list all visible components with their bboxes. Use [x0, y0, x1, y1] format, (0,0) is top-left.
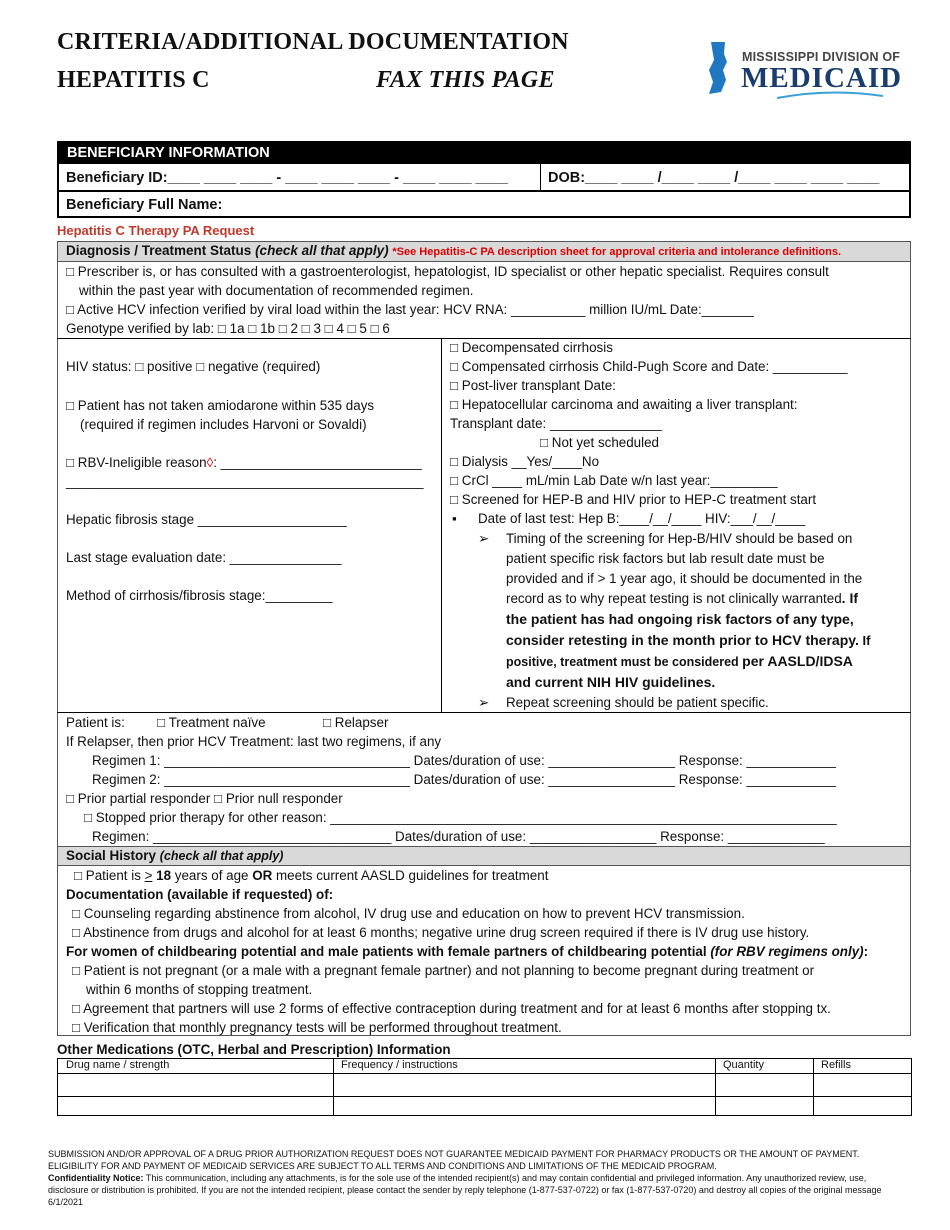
screening-note-7a: positive, treatment must be considered — [506, 655, 743, 669]
patient-is-label: Patient is: — [66, 715, 125, 730]
social-history-bar — [57, 846, 911, 866]
counseling-checkbox[interactable]: □ Counseling regarding abstinence from alcohol, IV drug use and education on how to prevent HCV transmission. — [72, 906, 745, 921]
screening-note-8: and current NIH HIV guidelines. — [506, 674, 716, 690]
hiv-status-options[interactable]: HIV status: □ positive □ negative (required) — [66, 359, 321, 374]
age-checkbox[interactable] — [74, 866, 548, 885]
quantity-cell-2[interactable] — [716, 1097, 813, 1115]
arrow-bullet-icon: ➢ — [478, 695, 490, 710]
post-transplant-checkbox[interactable]: □ Post-liver transplant Date: — [450, 378, 616, 393]
not-scheduled-checkbox[interactable]: □ Not yet scheduled — [540, 435, 659, 450]
screening-note-6a: consider retesting in the month prior to HCV therapy. — [506, 632, 859, 648]
medications-heading: Other Medications (OTC, Herbal and Prescription) Information — [57, 1042, 451, 1057]
form-title: CRITERIA/ADDITIONAL DOCUMENTATION — [57, 29, 569, 55]
rbv-label: □ RBV-Ineligible reason — [66, 455, 207, 470]
footer-confidentiality-1 — [48, 1173, 866, 1184]
compensated-checkbox[interactable]: □ Compensated cirrhosis Child-Pugh Score and Date: __________ — [450, 359, 848, 374]
beneficiary-id-field[interactable]: Beneficiary ID:____ ____ ____ - ____ ____ ____ - ____ ____ ____ — [66, 170, 508, 186]
beneficiary-name-field[interactable]: Beneficiary Full Name: — [66, 197, 223, 213]
hcc-checkbox[interactable]: □ Hepatocellular carcinoma and awaiting a liver transplant: — [450, 397, 798, 412]
screening-note-3: provided and if > 1 year ago, it should be documented in the — [506, 571, 863, 586]
amiodarone-checkbox[interactable]: □ Patient has not taken amiodarone within 535 days — [66, 398, 375, 413]
childbearing-text: For women of childbearing potential and male patients with female partners of childbearing potential — [66, 944, 711, 959]
frequency-cell-1[interactable] — [334, 1074, 715, 1096]
screening-note-7 — [506, 651, 853, 673]
logo-text-medicaid: MEDICAID — [741, 62, 903, 94]
confidentiality-label: Confidentiality Notice: — [48, 1173, 144, 1183]
documentation-heading: Documentation (available if requested) of: — [66, 887, 334, 902]
genotype-options[interactable]: Genotype verified by lab: □ 1a □ 1b □ 2 □ 3 □ 4 □ 5 □ 6 — [66, 321, 390, 336]
footer-disclaimer-1: SUBMISSION AND/OR APPROVAL OF A DRUG PRIOR AUTHORIZATION REQUEST DOES NOT GUARANTEE MEDICAID PAYMENT FOR PHARMACY PRODUCTS OR THE AMOUNT OF PAYMENT. — [48, 1149, 860, 1159]
bullet-icon: ▪ — [452, 511, 457, 526]
screening-note-6b: If — [858, 633, 871, 648]
crcl-checkbox[interactable]: □ CrCl ____ mL/min Lab Date w/n last year:_________ — [450, 473, 778, 488]
screening-note-4 — [506, 589, 858, 608]
age-text-b: > — [144, 868, 153, 883]
specialist-checkbox[interactable]: □ Prescriber is, or has consulted with a gastroenterologist, hepatologist, ID specialist or other hepatic specialist. Requires consult — [66, 264, 829, 279]
contraception-checkbox[interactable]: □ Agreement that partners will use 2 forms of effective contraception during treatment and for at least 6 months after stopping tx. — [72, 1001, 831, 1016]
age-text-c: 18 — [152, 868, 172, 883]
screening-note-6 — [506, 630, 870, 651]
age-text-a: □ Patient is — [74, 868, 145, 883]
specialist-text-cont: within the past year with documentation of recommended regimen. — [79, 283, 474, 298]
childbearing-italic: (for RBV regimens only) — [710, 944, 864, 959]
decompensated-checkbox[interactable]: □ Decompensated cirrhosis — [450, 340, 613, 355]
relapser-instructions: If Relapser, then prior HCV Treatment: last two regimens, if any — [66, 734, 442, 749]
relapser-checkbox[interactable]: □ Relapser — [323, 715, 389, 730]
screened-checkbox[interactable]: □ Screened for HEP-B and HIV prior to HEP-C treatment start — [450, 492, 817, 507]
confidentiality-text: This communication, including any attachments, is for the sole use of the intended recipient(s) and may contain confidential and privileged information. Any unauthorized review, use, — [143, 1173, 867, 1183]
drug-name-cell-1[interactable] — [58, 1074, 333, 1096]
logo-swoosh — [775, 90, 885, 100]
quantity-cell-1[interactable] — [716, 1074, 813, 1096]
rbv-mark: ◊ — [206, 455, 214, 470]
dob-field[interactable]: DOB:____ ____ /____ ____ /____ ____ ____ ____ — [548, 170, 880, 186]
screening-note-4b: . If — [841, 590, 859, 606]
prior-responder-checkboxes[interactable]: □ Prior partial responder □ Prior null responder — [66, 791, 343, 806]
childbearing-heading — [66, 942, 868, 961]
rbv-ineligible-checkbox[interactable] — [66, 453, 422, 472]
childbearing-colon: : — [863, 944, 869, 959]
refills-cell-2[interactable] — [814, 1097, 911, 1115]
method-field[interactable]: Method of cirrhosis/fibrosis stage:_________ — [66, 588, 333, 603]
col-frequency: Frequency / instructions — [341, 1059, 458, 1071]
stopped-therapy-checkbox[interactable]: □ Stopped prior therapy for other reason: ____________________________________________________________________ — [84, 810, 837, 825]
regimen-fields[interactable]: Regimen: ________________________________ Dates/duration of use: _________________ Response: _____________ — [92, 829, 825, 844]
abstinence-checkbox[interactable]: □ Abstinence from drugs and alcohol for at least 6 months; negative urine drug screen required if there is IV drug use history. — [72, 925, 810, 940]
refills-cell-1[interactable] — [814, 1074, 911, 1096]
footer-date: 6/1/2021 — [48, 1197, 84, 1207]
beneficiary-heading: BENEFICIARY INFORMATION — [59, 143, 909, 164]
form-subtitle: HEPATITIS C — [57, 67, 210, 93]
transplant-date-field[interactable]: Transplant date: _______________ — [450, 416, 662, 431]
diagnosis-heading: Diagnosis / Treatment Status — [66, 243, 252, 258]
last-eval-date-field[interactable]: Last stage evaluation date: _______________ — [66, 550, 342, 565]
regimen-2-fields[interactable]: Regimen 2: _________________________________ Dates/duration of use: _________________ Response: ____________ — [92, 772, 836, 787]
logo-text-small: MISSISSIPPI DIVISION OF — [742, 50, 901, 64]
arrow-bullet-icon: ➢ — [478, 531, 490, 546]
diagnosis-heading-note: (check all that apply) — [255, 243, 389, 258]
screening-note-1: Timing of the screening for Hep-B/HIV should be based on — [506, 531, 853, 546]
col-quantity: Quantity — [723, 1059, 764, 1071]
frequency-cell-2[interactable] — [334, 1097, 715, 1115]
pregnancy-test-checkbox[interactable]: □ Verification that monthly pregnancy tests will be performed throughout treatment. — [72, 1020, 562, 1035]
divider — [540, 164, 541, 191]
diagnosis-red-note: *See Hepatitis-C PA description sheet for approval criteria and intolerance definitions. — [392, 246, 842, 258]
age-text-d: years of age — [171, 868, 253, 883]
divider — [57, 190, 911, 192]
drug-name-cell-2[interactable] — [58, 1097, 333, 1115]
rbv-blank: : ___________________________ — [213, 455, 422, 470]
fax-instruction: FAX THIS PAGE — [376, 67, 555, 93]
age-text-e: OR — [252, 868, 273, 883]
fibrosis-stage-field[interactable]: Hepatic fibrosis stage ____________________ — [66, 512, 347, 527]
screening-note-5: the patient has had ongoing risk factors of any type, — [506, 611, 854, 627]
not-pregnant-checkbox[interactable]: □ Patient is not pregnant (or a male with a pregnant female partner) and not planning to become pregnant during treatment or — [72, 963, 815, 978]
screening-note-9: Repeat screening should be patient specific. — [506, 695, 769, 710]
regimen-1-fields[interactable]: Regimen 1: _________________________________ Dates/duration of use: _________________ Response: ____________ — [92, 753, 836, 768]
diagnosis-heading-bar — [57, 241, 911, 262]
mississippi-state-icon — [705, 40, 731, 96]
dialysis-checkbox[interactable]: □ Dialysis __Yes/____No — [450, 454, 600, 469]
treatment-naive-checkbox[interactable]: □ Treatment naïve — [157, 715, 266, 730]
footer-disclaimer-2: ELIGIBILITY FOR AND PAYMENT OF MEDICAID SERVICES ARE SUBJECT TO ALL TERMS AND CONDITIONS AND LIMITATIONS OF THE MEDICAID PROGRAM. — [48, 1161, 717, 1171]
amiodarone-note: (required if regimen includes Harvoni or Sovaldi) — [80, 417, 367, 432]
social-heading-note: (check all that apply) — [159, 849, 284, 863]
rbv-reason-line[interactable]: ________________________________________________ — [66, 474, 424, 489]
col-refills: Refills — [821, 1059, 851, 1071]
column-divider — [441, 338, 442, 712]
pa-request-title: Hepatitis C Therapy PA Request — [57, 223, 255, 238]
col-drug-name: Drug name / strength — [66, 1059, 170, 1071]
screening-note-4a: record as to why repeat testing is not clinically warranted — [506, 591, 842, 606]
social-heading: Social History — [66, 848, 157, 863]
footer-confidentiality-2: disclosure or distribution is prohibited. If you are not the intended recipient, please contact the sender by reply telephone (1-877-537-0722) or fax (1-877-537-0720) and destroy all copies of the original message — [48, 1185, 882, 1195]
not-pregnant-cont: within 6 months of stopping treatment. — [86, 982, 313, 997]
screening-note-2: patient specific risk factors but lab result date must be — [506, 551, 825, 566]
hcv-rna-checkbox[interactable]: □ Active HCV infection verified by viral load within the last year: HCV RNA: __________ million IU/mL Date:_______ — [66, 302, 754, 317]
screening-note-7b: per AASLD/IDSA — [742, 653, 853, 669]
age-text-f: meets current AASLD guidelines for treatment — [272, 868, 549, 883]
last-test-date-field[interactable]: Date of last test: Hep B:____/__/____ HIV:___/__/____ — [478, 511, 806, 526]
